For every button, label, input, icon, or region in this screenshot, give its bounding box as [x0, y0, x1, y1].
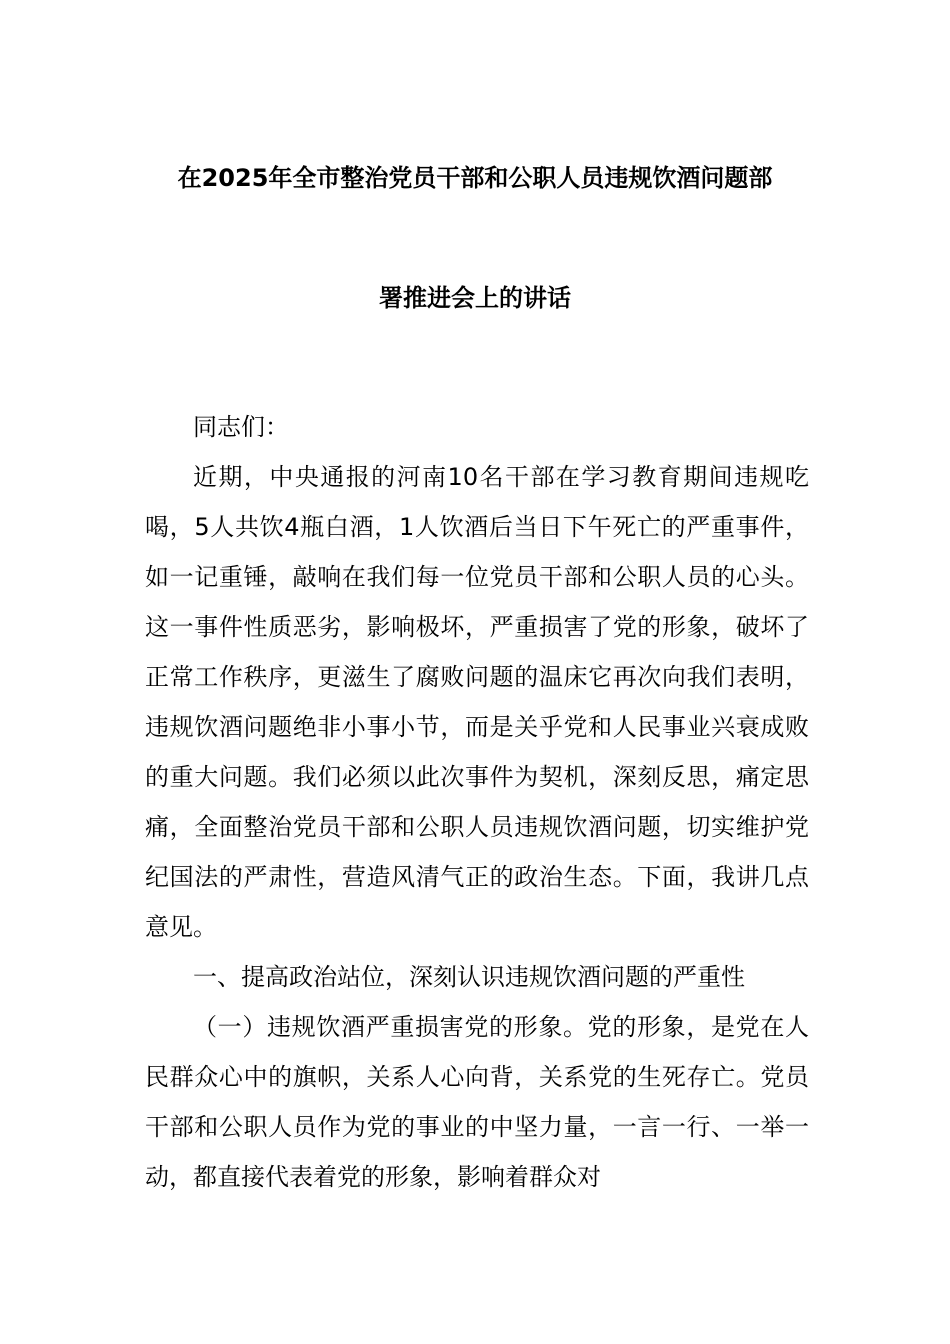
document-body — [145, 402, 809, 1202]
title-line-2: 署推进会上的讲话 — [379, 284, 571, 312]
intro-paragraph: 近期，中央通报的河南10名干部在学习教育期间违规吃喝，5人共饮4瓶白酒，1人饮酒后当日下午死亡的严重事件，如一记重锤，敲响在我们每一位党员干部和公职人员的心头。这一事件性质恶劣，影响极坏，严重损害了党的形象，破坏了正常工作秩序，更滋生了腐败问题的温床它再次向我们表明，违规饮酒问题绝非小事小节，而是关乎党和人民事业兴衰成败的重大问题。我们必须以此次事件为契机，深刻反思，痛定思痛，全面整治党员干部和公职人员违规饮酒问题，切实维护党纪国法的严肃性，营造风清气正的政治生态。下面，我讲几点意见。 — [145, 463, 809, 941]
subsection-paragraph-1: （一）违规饮酒严重损害党的形象。党的形象，是党在人民群众心中的旗帜，关系人心向背，关系党的生死存亡。党员干部和公职人员作为党的事业的中坚力量，一言一行、一举一动，都直接代表着党的形象，影响着群众对 — [145, 1013, 809, 1191]
section-heading-1: 一、提高政治站位，深刻认识违规饮酒问题的严重性 — [193, 963, 745, 991]
salutation: 同志们： — [193, 413, 289, 441]
title-line-1: 在2025年全市整治党员干部和公职人员违规饮酒问题部 — [177, 164, 773, 192]
